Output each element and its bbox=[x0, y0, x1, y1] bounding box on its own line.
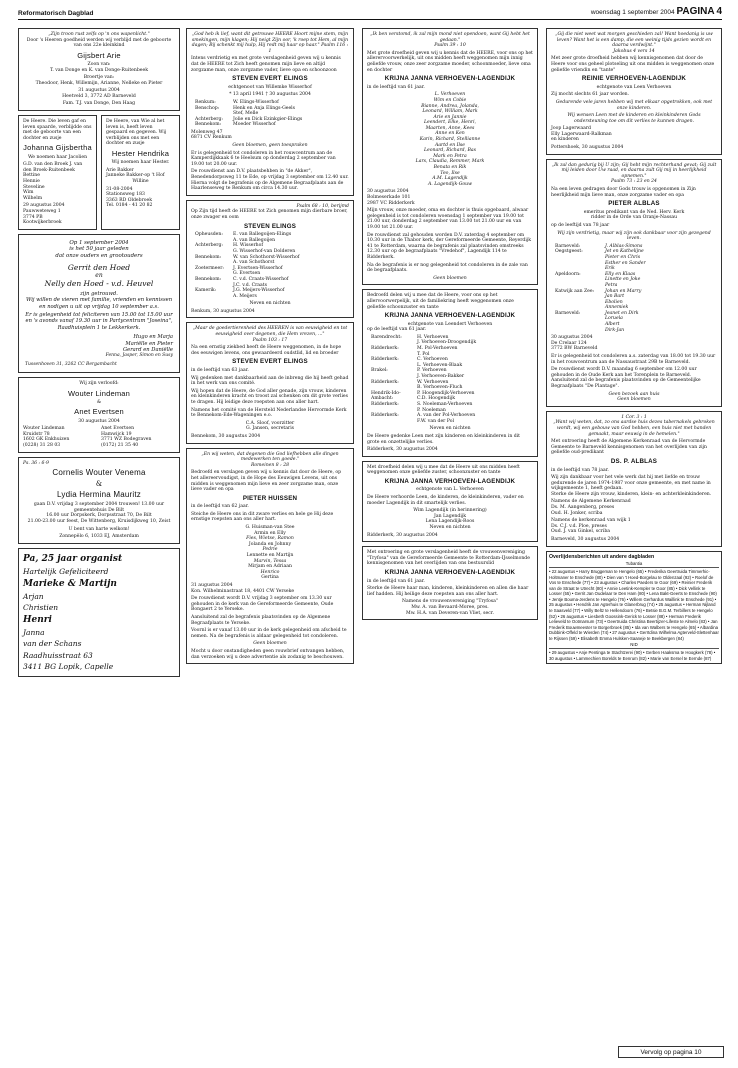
row-place: Apeldoorn: bbox=[555, 271, 581, 277]
ad-quote: 1 Cor. 3 : 1 „Want wij weten, dat, zo ons aardse huis dezes tabernakels gebroken wordt, wij een gebouw van God hebben, een huis niet met handen gemaakt, maar eeuwig in de hemelen." bbox=[553, 414, 715, 437]
name-2: Anet Evertsen bbox=[74, 407, 124, 417]
ad-text: Wij zijn verdrietig, maar wij zijn ook dankbaar voor zijn gezegend leven. bbox=[557, 230, 711, 242]
obituary-pieter-huissen-family bbox=[186, 448, 354, 665]
ad-sub: echtgenoot van Willemke Wisserhof bbox=[228, 84, 312, 90]
ad-date: 31 augustus 2004 bbox=[78, 88, 120, 94]
ad-signature: Namens de kerkenraad van wijk 1 Ds. C.J. v.d. Ploe, preses Oud. J. van Ginkel, scriba bbox=[551, 518, 631, 535]
anniversary-ad bbox=[18, 234, 180, 373]
row-names: Johan en Marry Jan Bart Ebolien Annemiek bbox=[605, 288, 642, 311]
row-place: Brakel: bbox=[371, 368, 388, 374]
name-2: Lydia Hermina Mauritz bbox=[57, 490, 141, 500]
ad-date: 31 augustus 2004 bbox=[191, 582, 233, 588]
ad-relatives: Neven en nichten bbox=[249, 301, 291, 307]
ad-date: 30 augustus 2004 bbox=[551, 335, 593, 341]
family-row bbox=[195, 122, 349, 128]
ad-address: De Crelaar 124 3772 BW Barneveld bbox=[551, 340, 598, 352]
ad-date: 30 augustus 2004 bbox=[367, 189, 409, 195]
row-names: Moeder Wisserhof bbox=[233, 122, 276, 128]
row-place: Bennekom: bbox=[195, 254, 222, 260]
deceased-name: REINIE VERHOEVEN-LAGENDIJK bbox=[581, 75, 687, 83]
ad-signature: Ds. M. Aangenberg, preses Oud. H. Jonker, scriba bbox=[551, 505, 615, 516]
siblings: Bettine Hennie Steveline Wim Wilhelm bbox=[23, 173, 45, 201]
family-row bbox=[195, 106, 349, 117]
ad-quote: „Maar de goedertierenheid des HEEREN is van eeuwigheid en tot eeuwigheid over degenen, die Hem vrezen, ..." Psalm 103 : 17 bbox=[192, 326, 348, 343]
ad-text: De rouwdienst wordt D.V. vrijdag 3 september om 13.30 uur gehouden in de kerk van de Gereformeerde Gemeente, Oude Bongaert 2 te Yerseke. bbox=[191, 596, 334, 613]
ad-text: Sterke de Heere haar man, kinderen, kleinkinderen en allen die haar lief hadden. Hij heilige deze roepsten aan ons aller hart. bbox=[367, 586, 529, 597]
row-place: Ridderkerk: bbox=[371, 401, 399, 407]
ad-address: Zonnepëlo 6, 1033 EJ, Amsterdam bbox=[59, 534, 139, 540]
row-place: Bennekom: bbox=[195, 276, 222, 282]
ad-quote: „Ik ben verstomd, ik zal mijn mond niet opendoen, want Gij hebt het gedaan." Psalm 39 : 10 bbox=[370, 32, 530, 49]
deceased-name: STEVEN EVERT ELINGS bbox=[232, 358, 308, 366]
kid: Mirjam en Adriaan bbox=[248, 564, 292, 570]
death-notices-entries: • 29 augustus • Anje Pentinga te Stachtzerei (90) • Gerben Haaksma te Hoogkerk (78) • 30 augustus • Lammechien Borelds te Eenrum (82) • Marie van Eersel te Eernde (87) bbox=[549, 650, 716, 661]
family-row bbox=[195, 277, 349, 288]
ad-quote: „God heb ik lief, want dit getrouwe HEERE Hoort mijne stem, mijn smekingen, mijn klagen; Hij neigt Zijn oor, 'k roep tot Hem, al mijn dagen; Bij schenkt mij hulp, Hij redt mij haar op haar." Psalm 116 : 1 bbox=[191, 32, 349, 54]
ad-age: op de leeftijd van 61 jaar. bbox=[367, 327, 427, 333]
kid: Lennette en Martijn bbox=[246, 553, 294, 558]
ad-note: Geen bezoek aan huis bbox=[608, 391, 660, 397]
hand-line: Christien bbox=[23, 603, 59, 613]
ad-text: De Heere. Die leven gaf en leven spaarde, verblijdde ons met de geboorte van een dochter en zusje bbox=[23, 119, 92, 141]
ad-text: De Heere gedenke Leen met zijn kinderen en kleinkinderen in dit grote en onzettelijke verlies. bbox=[367, 433, 521, 445]
obituary-krijna-siblings bbox=[362, 289, 538, 456]
ad-line: zijn getrouwd. bbox=[80, 291, 118, 298]
row-place: Barneveld: bbox=[555, 310, 581, 316]
family-row bbox=[371, 402, 533, 413]
family-list: Wim Lagendijk (in herinnering) Jan Lagendijk Lena Lagendijk-Roos Neven en nichten bbox=[413, 508, 487, 531]
obituary-steven-elings bbox=[186, 200, 354, 319]
row-names: Jet en Kathelijne Pieter en Chris Esther en Sander Erik bbox=[605, 249, 646, 272]
hand-line: Arjan bbox=[23, 592, 44, 602]
hand-line: Hartelijk Gefeliciteerd bbox=[23, 567, 109, 577]
parents: T. van Donge en K. van Donge-Ruitenbeek bbox=[49, 67, 149, 73]
ad-age: in de leeftijd van 78 jaar. bbox=[551, 467, 609, 473]
kid: Armin en Elly bbox=[254, 530, 286, 536]
name-1: Cornelis Wouter Venema bbox=[52, 468, 146, 478]
row-place: Hendrik-Ido-Ambacht: bbox=[371, 390, 401, 402]
ad-text: Met grote droefheid geven wij u kennis dat de HEERE, voor ons op het allerervoorwerkelijk, uit ons midden heeft weggenomen mijn innig geliefde vrouw, onze zeer zorgzame moeder, schoonmoeder, lieve oma en dochter bbox=[367, 50, 533, 73]
row-place: Achterberg: bbox=[195, 116, 223, 122]
couple-name-2: Nelly den Hoed - v.d. Heuvel bbox=[44, 278, 154, 288]
ad-age: in de leeftijd van 61 jaar. bbox=[367, 578, 425, 584]
row-names: Jeanet en Dirk Loruela Albert Dirk-Jan bbox=[605, 310, 639, 333]
organist-congrats-ad bbox=[18, 548, 180, 677]
ad-text: Aansluitend zal de begrafenis plaatsvinden op de Algemene Begraafplaats te Yerseke. bbox=[191, 614, 331, 626]
row-names: A. van der Pol-Verhoeven F.W. van der Pol bbox=[417, 413, 476, 424]
obituary-steven-evert-elings bbox=[186, 28, 354, 196]
wedding-ad bbox=[18, 457, 180, 544]
ad-text: Bedroefd delen wij u mee dat de Heere, voor ons op het allervoorwerpelijk, uit de familiekring heeft weggenomen onze geliefde schoonzuster en tante bbox=[367, 293, 514, 310]
ad-sub: echtgenote van L. Verhoeven bbox=[416, 487, 484, 493]
ad-signature: Hugo en Marja bbox=[133, 334, 173, 341]
ad-age: in de leeftijd van 63 jaar. bbox=[191, 368, 249, 373]
ad-address: Molenweg 47 6871 CV Renkum bbox=[191, 129, 232, 141]
row-place: Barneveld: bbox=[555, 243, 581, 249]
birth-ads-row bbox=[18, 115, 180, 234]
row-names: S. Noeleman-Verhoeven P. Noeleman bbox=[417, 401, 473, 413]
ad-text: Bedroefd en verslagen geven wij u kennis dat door de Heere, op het allereervoudigst, in de Hope des Eeuwigen Levens, uit ons midden is weggenomen mijn lieve en zeer zorgzame man, onze lieve vader en opa bbox=[191, 470, 342, 493]
siblings: Theodoor, Henk, Willemijn, Arianne, Nelleke en Pieter bbox=[35, 80, 163, 86]
newspaper-name: Reformatorisch Dagblad bbox=[18, 10, 94, 17]
death-notices-section: Tubantia bbox=[549, 561, 719, 568]
death-notices-entries: • 22 augustus • Harry Bruggeman te Hengelo (65) • Frederika Geertruida Timmerhic-Holtmaner te Enschede (80) • Dien van 't Hoed-Borgelau te Oldenzaal (92) • Roelof de Vos te Enschede (77) • 23 augustus • Charles Paeders te Goor (69) • Reinier Frederik van de Straat te Utrecht (80) • Annie Leetink-Kempler te Goor (85) • Dick Vellink te Losser (55) • Gerrit Jan Oudelaar te Den Ham (80) • Lena Bakt-Geerts te Enschede (90) • Jentje Bouma-Jerdens te Hengelo (76) • Willem Gerhardus Waillink te Enschede (91) • 25 augustus • Hendrik Jan Agterhuis te Glanerbrug (74) • 25 augustus • Herman Nijland te Saasveld (77) • Willy Beltz te Hellendoorn (76) • Betsie B.G.M. Terbillers te Hengelo (52) • 26 augustus • Liesbeth Goossink-Gerick te Losser (88) • Herman Frederik Lelieveld te Ootmarsum (73) • Geertruida Christina Beertijzer-Lifeste te Almelo (83) • Jan Frederik Bouwmeester te Borgerbroek (85) • Ida van Walbers te Hengelo (65) • Albardina Dubbink-Offeld te Wierden (74) • 27 augustus • Gerrtdina Wilhelma Agterveld-Slettenhaar te Rijssen (59) • Elisabeth Emma Hulsken-Saaneje te Beekbergen (84) bbox=[549, 568, 719, 641]
death-notices-box bbox=[546, 551, 722, 665]
row-place: Bennekom: bbox=[195, 122, 222, 128]
row-names: E. van Ballegoijen-Elings A. van Ballegoijen bbox=[233, 232, 292, 243]
couple-name-1: Gerrit den Hoed bbox=[67, 262, 131, 272]
siblings: Willine bbox=[132, 178, 149, 184]
page-info bbox=[591, 6, 722, 17]
row-names: Elly en Klaas Linette en Joke Petra bbox=[605, 271, 641, 288]
family-list bbox=[191, 232, 349, 299]
ad-text: Op Zijn tijd heeft de HEERE tot Zich genomen mijn dierbare broer, onze zwager en oom bbox=[191, 209, 348, 220]
row-names: H. Wisserhof G. Wisserhof-van Dolderen bbox=[233, 243, 296, 254]
page-header bbox=[18, 6, 722, 20]
kid: G. Huisman-van Stee bbox=[245, 525, 295, 531]
family-list bbox=[367, 335, 533, 425]
kid: Gertina bbox=[261, 575, 279, 581]
family-row bbox=[371, 391, 533, 402]
ad-and: & bbox=[95, 479, 103, 488]
row-place: Zoetermeer: bbox=[195, 265, 224, 271]
ad-note: Geen bloemen bbox=[253, 641, 287, 647]
ad-quote: „Zijn troon rust zelfs op 'n ons wapenlicht." bbox=[48, 32, 150, 37]
ad-line: Wij willen de vieren met familie, vrienden en kennissen en nodigen u uit op vrijdag 10 september a.s. bbox=[25, 297, 173, 310]
ad-dates: * 13 april 1941 † 30 augustus 2004 bbox=[229, 92, 311, 98]
row-place: Achterberg: bbox=[195, 243, 223, 249]
ad-signature: C.A. Sloof, voorzitter G. Jansen, secretaris bbox=[245, 420, 295, 432]
row-place: Katwijk aan Zee: bbox=[555, 288, 595, 294]
ad-text: Met zeer grote droefheid hebben wij kennisgenomen dat door de Heere voor ons geheel plotseling uit ons midden is weggenomen onze geliefde vriendin en "tante" bbox=[551, 56, 715, 73]
ad-note: Geen bloemen bbox=[617, 397, 651, 403]
ad-address: Bolmeserkade 101 2987 VC Ridderkerk bbox=[367, 195, 415, 206]
ad-text: Na een leven gedragen door Gods trouw is opgenomen in Zijn heerlijkheid mijn lieve man, onze zorgzame vader en opa bbox=[551, 187, 696, 198]
family-row bbox=[555, 289, 717, 311]
ad-text: De Heere verhoorde Leen, de kinderen, de kleinkinderen, vader en moeder Lagendijk in dit smartelijk verlies. bbox=[367, 495, 524, 506]
deceased-name: DS. P. ALBLAS bbox=[610, 457, 658, 465]
ad-relatives: Neven en nichten bbox=[429, 426, 471, 432]
row-names: M. Pol-Verhoeven T. Pol bbox=[417, 346, 458, 357]
ad-signature: Mariëlle en Pieter bbox=[125, 340, 173, 347]
family-list bbox=[551, 244, 717, 334]
ad-text: Steiche de Heere ons in dit zware verlies en hele ge Hij deze ernstige roepsten aan ons aller hart. bbox=[191, 511, 334, 523]
family-row bbox=[555, 272, 717, 289]
hand-line: Raadhuisstraat 63 bbox=[23, 650, 93, 660]
ad-line: is het 50 jaar geleden bbox=[69, 246, 129, 253]
column-2 bbox=[186, 28, 354, 668]
obituary-pieter-alblas bbox=[546, 159, 722, 407]
ad-sub: echtgenote van Leendert Verhoeven bbox=[407, 321, 493, 327]
column-1 bbox=[18, 28, 180, 681]
ad-text: De rouwdienst zal gehouden worden D.V. zaterdag 4 september om 10.30 uur in de Thabor kerk, der Gereformeerde Gemeente, Reyerdijk 41 te Rotterdam, waarna de begrafenis zal plaatsvinden omstreeks 12.30 uur op de begraafplaats "Vredehof", Lagendijk 114 te Ridderkerk. bbox=[367, 232, 532, 260]
child-name: Hester Hendrika bbox=[111, 149, 170, 159]
hand-line: Janna bbox=[23, 628, 45, 638]
obituary-krijna-family bbox=[362, 28, 538, 285]
ad-text: gaan D.V. vrijdag 3 september 2004 trouwen! 13.00 uur gemeentehuis De Bilt 16.00 uur Dorpskerk, Dorpsstraat 70, De Bilt 21.00-23.00 uur feest, De Wittenberg, Kruisdijkweg 10, Zeist bbox=[27, 502, 171, 524]
hand-line: Henri bbox=[23, 614, 52, 625]
ad-sub: Wij noemen haar Hester. bbox=[111, 160, 170, 166]
kids-list bbox=[191, 525, 349, 581]
family-row bbox=[555, 311, 717, 333]
birth-ad-johanna bbox=[18, 115, 97, 230]
ad-text: Namens het comité van de Hersteld Nederlandse Hervormde Kerk te Bennekom-Ede-Wageningen e.o. bbox=[191, 407, 347, 419]
ad-family: Fam. T.J. van Donge, Den Haag bbox=[62, 101, 136, 107]
ad-text: Na de begrafenis is er nog gelegenheid tot condoleren in de zale van de begraafplaats. bbox=[367, 262, 528, 274]
ad-line: Er is gelegenheid tot feliciteren van 15.00 tot 15.00 uur en 's avonds vanaf 19.30 uur in Partycentrum "Joseina", Raadhuisplein 1 te Lekkerkerk. bbox=[25, 312, 173, 331]
ad-address: Heetveld 3, 3772 AD Barneveld bbox=[62, 93, 136, 99]
row-names: W. Verhoeven B. Verhoeven-Fluch bbox=[417, 379, 463, 391]
row-names: H. Verhoeven J. Verhoeven-Droogendijk bbox=[417, 334, 477, 346]
ad-age: op de leeftijd van 78 jaar bbox=[551, 222, 610, 228]
ad-signature-label: Namens de vrouwenvereniging "Tryfosa" bbox=[402, 599, 498, 605]
family-list: L. Verhoeven Wim en Cobie Bianne, Andrea, Jolanda, Leonard, William, Mark Arie en Jannie Leendert, Elke, Henri, Maarten, Anne, Kees Anne en Ken Karin, Richard, Stellianne Aartd en Ilse Leonard, Richard, Bas Mark en Petra Lars, Claudia, Remmer, Mark Benata en Rik Teo, Ilse A.M. Lagendijk A. Lagendijk-Gouw bbox=[415, 92, 485, 187]
kid: Henrico bbox=[260, 569, 280, 575]
deceased-name: PIETER ALBLAS bbox=[608, 200, 660, 208]
row-names: C. Verhoeven L. Verhoeven-Blaak bbox=[417, 357, 463, 368]
column-5 bbox=[546, 28, 722, 664]
ad-address: Stationsweg 183 3363 RD Oldebroek Tel. 0184 - 41 20 82 bbox=[106, 192, 153, 209]
row-place: Renkum: bbox=[195, 99, 216, 105]
ad-date: 31-08-2004 bbox=[106, 186, 133, 192]
ad-place: Barneveld, 30 augustus 2004 bbox=[551, 537, 620, 543]
row-names: J. Evertsen-Wisserhof G. Evertsen bbox=[233, 265, 283, 277]
hand-line: Pa, 25 jaar organist bbox=[23, 553, 123, 564]
obituary-reinie bbox=[546, 28, 722, 155]
child-name: Gijsbert Arie bbox=[77, 50, 121, 60]
deceased-name: KRIJNA JANNA VERHOEVEN-LAGENDIJK bbox=[384, 477, 516, 485]
ad-signature: Joop Lagerwaard Elly Lagerwaard-Ralkman en kinderen bbox=[551, 126, 612, 143]
ad-place: Ridderkerk, 30 augustus 2004 bbox=[367, 532, 438, 538]
ad-line: Op 1 september 2004 bbox=[69, 239, 129, 246]
row-names: J. Alblas-Simons bbox=[605, 243, 643, 249]
ad-text: Wij gedenken met dankbaarheid aan de inbreng die hij heeft gehad in het werk van ons comité. bbox=[191, 375, 349, 387]
ad-quote: „Ik zal dan gedurig bij U zijn; Gij hebt mijn rechterhand gevat; Gij zult mij leiden door Uw raad, en daarna zult Gij mij in heerlijkheid opnemen." Psalm 73 : 23 en 24 bbox=[551, 162, 717, 185]
row-place: Ridderkerk: bbox=[371, 346, 399, 352]
ad-address: Pauwweteweg 1 3774 PB Kootwijkerbroek bbox=[23, 208, 62, 226]
parents: G.D. van den Broek J. van den Broek-Ruitenbeek bbox=[23, 162, 83, 173]
address-right: Anet Evertsen Hamwijck 19 3771 WZ Bodegraven (0172) 21 35 40 bbox=[101, 426, 152, 448]
ad-address: Tussenhoven 31, 3262 CC Bergambacht bbox=[25, 361, 117, 367]
family-row bbox=[371, 346, 533, 357]
row-names: P. Hoogendijk-Verhoeven C.D. Hoogendijk bbox=[417, 390, 475, 402]
deceased-name: KRIJNA JANNA VERHOEVEN-LAGENDIJK bbox=[384, 75, 516, 83]
ad-text: Wij hopen dat de Heere, de God aller genade, zijn vrouw, kinderen en kleinkinderen kracht en troost zal schenken om dit grote verlies te dragen. Hij leidige deze roepsten aan ons aller hart. bbox=[191, 388, 348, 405]
ad-text: Intens verdrietig en met grote verslagenheid geven wij u kennis dat de HEERE tot Zich heeft genomen mijn lieve en altijd zorgzame man, onze zorgzame vader, lieve opa en schoonzoon bbox=[191, 56, 341, 73]
row-place: Ridderkerk: bbox=[371, 357, 399, 363]
family-row bbox=[371, 413, 533, 424]
row-place: Barendrecht: bbox=[371, 334, 402, 340]
address-left: Wouter Lindeman Kruidstr 78 1602 GK Enkhuizen (0228) 31 28 03 bbox=[23, 426, 70, 448]
ad-quote: Ps. 36 : 6-9 bbox=[23, 460, 49, 466]
ad-signature: Gerard en Daniëlle bbox=[122, 346, 173, 353]
deceased-name: PIETER HUISSEN bbox=[242, 494, 298, 502]
kid: Jolanda en Johnny bbox=[248, 541, 292, 547]
ad-text: Door 's Heeren goedheid werden wij verblijd met de geboorte van ons 22e kleinkind bbox=[26, 37, 172, 49]
family-row bbox=[195, 255, 349, 266]
ad-place: Pottershoek, 30 augustus 2004 bbox=[551, 145, 624, 151]
ad-text: Mijn vrouw, onze moeder, oma en dochter is thuis opgebaard, alwaar gelegenheid is tot condoleren woensdag 1 september van 19.00 tot 21.00 uur, donderdag 2 september van 13.00 tot 21.00 uur en van 19.00 tot 21.00 uur. bbox=[367, 208, 529, 230]
ad-text: U bent van harte welkom! bbox=[68, 526, 130, 532]
family-row bbox=[371, 380, 533, 391]
ad-age: in de leeftijd van 61 jaar. bbox=[367, 84, 425, 90]
row-place: Ridderkerk: bbox=[371, 379, 399, 385]
child-name: Johanna Gijsbertha bbox=[23, 143, 92, 153]
ad-text: De Heere, van Wie al het leven is, heeft leven gespaard en gegeven. Wij verblijden ons met een dochter en zusje bbox=[106, 119, 167, 147]
ad-signature: Fenna, Jasper, Simon en Susy bbox=[105, 353, 173, 359]
birth-ad-hester bbox=[101, 115, 180, 230]
page-date: woensdag 1 september 2004 bbox=[590, 9, 675, 16]
row-names: Jolie en Dick Ezinkgier-Elings bbox=[233, 116, 303, 122]
ad-text: Met ontroering en grote verslagenheid heeft de vrouwenvereniging "Tryfosa" van de Gereformeerde Gemeente te Rotterdam-IJsselmonde kennisgenomen van het overlijden van ons bestuurslid bbox=[367, 550, 530, 567]
ad-text: Met droefheid delen wij u mee dat de Heere uit ons midden heeft weggenomen onze geliefde zuster, schoonzuster en tante bbox=[367, 464, 520, 476]
row-place: Oegstgeest: bbox=[555, 249, 583, 255]
family-row bbox=[371, 368, 533, 379]
page-number: 4 bbox=[716, 6, 722, 17]
row-names: P. Verhoeven J. Verhoeven-Bakker bbox=[417, 368, 465, 379]
ad-text: Gedurende vele jaren hebben wij met elkaar opgetrokken, ook met onze kinderen. bbox=[555, 99, 713, 111]
ad-text: Wij wensen Leen met de kinderen en kleinkinderen Gods ondersteuning toe om dit verlies te kunnen dragen. bbox=[567, 113, 701, 124]
ad-text: Er is gelegenheid tot condoleren in het rouwcentrum aan de Kamperdijkkaak 6 te Heelsum op donderdag 2 september van 19.00 tot 20.00 uur. bbox=[191, 150, 336, 167]
deceased-name: KRIJNA JANNA VERHOEVEN-LAGENDIJK bbox=[384, 312, 516, 320]
ad-text: Voornl is er vanaf 13.00 uur in de kerk gelegenheid om afscheid te nemen. Na de begrafenis is aldaar gelegenheid tot condoleren. bbox=[191, 628, 347, 639]
ad-text: Wij zijn dankbaar voor het vele werk dat hij met liefde en trouw gedurende de jaren 1974-1987 voor onze gemeente, en met name in wijkgemeente 1, heeft gedaan. Sterke de Heere zijn vrouw, kinderen, klein- en achterkleinkinderen. bbox=[551, 475, 712, 497]
ad-place: Ridderkerk, 30 augustus 2004 bbox=[367, 447, 438, 453]
obituary-krijna-lagendijk bbox=[362, 461, 538, 543]
row-place: Kamerik: bbox=[195, 288, 217, 294]
deceased-name: STEVEN EVERT ELINGS bbox=[232, 75, 308, 83]
family-row bbox=[371, 357, 533, 368]
ad-line: dat onze ouders en grootouders bbox=[55, 252, 143, 259]
ad-quote: „Gij die niet weet wat morgen geschieden zal! Want hoedanig is uw leven? Want het is een damp, die een weinig tijds gezien wordt en daarna verdwijnt." Jakobus 4 vers 14 bbox=[555, 32, 713, 54]
ad-age: Zij mocht slechts 61 jaar worden. bbox=[551, 92, 630, 98]
row-names: Henk en Anja Elings-Geels Stef, Melle bbox=[233, 105, 295, 117]
parents: Arie Bakker Janneke Bakker-op 't Hof bbox=[106, 167, 165, 179]
ad-text: Wij zijn verloofd: bbox=[79, 381, 119, 387]
ad-text: De rouwdienst wordt D.V. maandag 6 september om 12.00 uur gehouden in de Oude Kerk aan het Torenplein te Barneveld. Aansluitend zal de begrafenis plaatsvinden op de Gemeentelijke Begraafplaats "De Plantage". bbox=[551, 367, 701, 389]
addresses bbox=[23, 426, 175, 448]
ad-quote: „En wij weten, dat degenen die God liefhebben alle dingen medewerken ten goede." Romeinen 8 : 28 bbox=[201, 451, 339, 468]
death-notices-title: Overlijdensberichten uit andere dagbladen bbox=[549, 553, 655, 560]
ad-text: Er is gelegenheid tot condoleren a.s. zaterdag van 18.00 tot 19.30 uur in het rouwcentrum aan de Nassaustraat 29B te Barneveld. bbox=[551, 354, 716, 365]
family-row bbox=[195, 266, 349, 277]
siblings-label: Broertje van: bbox=[83, 75, 115, 81]
deceased-name: KRIJNA JANNA VERHOEVEN-LAGENDIJK bbox=[384, 569, 516, 576]
parents-label: Zoon van: bbox=[87, 61, 111, 67]
kid: Fies, Wietse, Ramon bbox=[246, 536, 294, 542]
ad-place: Renkum, 30 augustus 2004 bbox=[191, 308, 255, 314]
ad-place: Bennekom, 30 augustus 2004 bbox=[191, 433, 261, 439]
ad-date: 29 augustus 2004 bbox=[23, 203, 65, 209]
kid: Marvin, Tessa bbox=[253, 558, 287, 564]
column-krijna bbox=[362, 28, 538, 624]
page-label: PAGINA bbox=[676, 6, 715, 17]
engagement-ad bbox=[18, 377, 180, 452]
hand-line: Marieke & Martijn bbox=[23, 578, 117, 589]
deceased-name: STEVEN ELINGS bbox=[243, 222, 297, 230]
row-names: C. v.d. Craats-Wisserhof J.C. v.d. Craats bbox=[233, 276, 289, 288]
ad-text: Na een ernstig ziekbed heeft de Heere weggenomen, in de hope des eeuwigen levens, ons gewaardeerd oudstlid, lid en broeder bbox=[191, 345, 342, 356]
ad-and: en bbox=[95, 271, 103, 279]
ad-text: De rouwdienst aan D.V. plaatsbehben in "de Akker", Benedendorpsweg 11 te Ede, op vrijdag 3 september om 12.40 uur. Hierna volgt de begrafenis op de Algemene Begraafplaats aan de Haarlenseweg te Renkum om circa 14.30 uur. bbox=[191, 169, 349, 192]
row-names: W. van Schothorst-Wisserhof A. van Schothorst bbox=[233, 254, 300, 266]
family-row bbox=[195, 232, 349, 243]
family-row bbox=[195, 243, 349, 254]
family-row bbox=[555, 249, 717, 271]
ad-text: Met ontroering heeft de Algemene Kerkenraad van de Hervormde Gemeente te Barneveld kennisgenomen van het overlijden van zijn geliefde oud-predikant bbox=[551, 439, 707, 456]
family-row bbox=[371, 335, 533, 346]
ad-address: Kon. Wilhelminastraat 18, 4401 CW Yerseke bbox=[191, 588, 295, 594]
birth-ad-gijsbert bbox=[18, 28, 180, 111]
row-names: W. Elings-Wisserhof bbox=[233, 99, 279, 105]
hand-line: 3411 BG Lopik, Capelle bbox=[23, 661, 114, 671]
ad-signature-label: Namens de Algemene Kerkenraad bbox=[551, 499, 631, 505]
row-place: Ridderkerk: bbox=[371, 413, 399, 419]
death-notices-section: NID bbox=[549, 642, 719, 649]
ad-text: Mocht u door onstandigheden geen rouwbrief ontvangen hebben, dan verzoeken wij u deze advertentie als zodanig te beschouwen. bbox=[191, 648, 345, 660]
obituary-comite bbox=[186, 322, 354, 443]
name-1: Wouter Lindeman bbox=[67, 388, 131, 398]
hand-line: van der Schans bbox=[23, 639, 82, 649]
obituary-ds-alblas bbox=[546, 411, 722, 547]
ad-date: 30 augustus 2004 bbox=[78, 418, 120, 424]
ad-and: & bbox=[96, 399, 102, 405]
ad-note: Geen bloemen bbox=[433, 275, 467, 281]
continued-on-page[interactable]: Vervolg op pagina 10 bbox=[618, 1046, 724, 1058]
ad-sub: emeritus predikant van de Ned. Herv. Kerk ridder in de Orde van Oranje-Nassau bbox=[583, 209, 685, 221]
ad-signature: Mw. A. van Bevaard-Moree, pres. Mw. H.A. van Deveren-van Vliet, secr. bbox=[406, 604, 494, 616]
kid: Pedrie bbox=[262, 547, 278, 553]
obituary-krijna-tryfosa bbox=[362, 546, 538, 620]
family-row bbox=[195, 288, 349, 299]
row-place: Opheusden: bbox=[195, 232, 223, 238]
ad-quote: Psalm 68 : 10, berijmd bbox=[296, 203, 349, 209]
row-place: Benschop: bbox=[195, 105, 220, 111]
ad-sub: We noemen haar Jacolien bbox=[27, 154, 88, 160]
ad-note: Geen bloemen, geen toespraken bbox=[232, 143, 308, 149]
family-list bbox=[191, 100, 349, 128]
ad-sub: echtgenote van Leen Verhoeven bbox=[596, 84, 672, 90]
row-names: J.G. Meijers-Wisserhof A. Meijers bbox=[233, 288, 285, 299]
ad-age: in de leeftijd van 62 jaar. bbox=[191, 504, 249, 510]
